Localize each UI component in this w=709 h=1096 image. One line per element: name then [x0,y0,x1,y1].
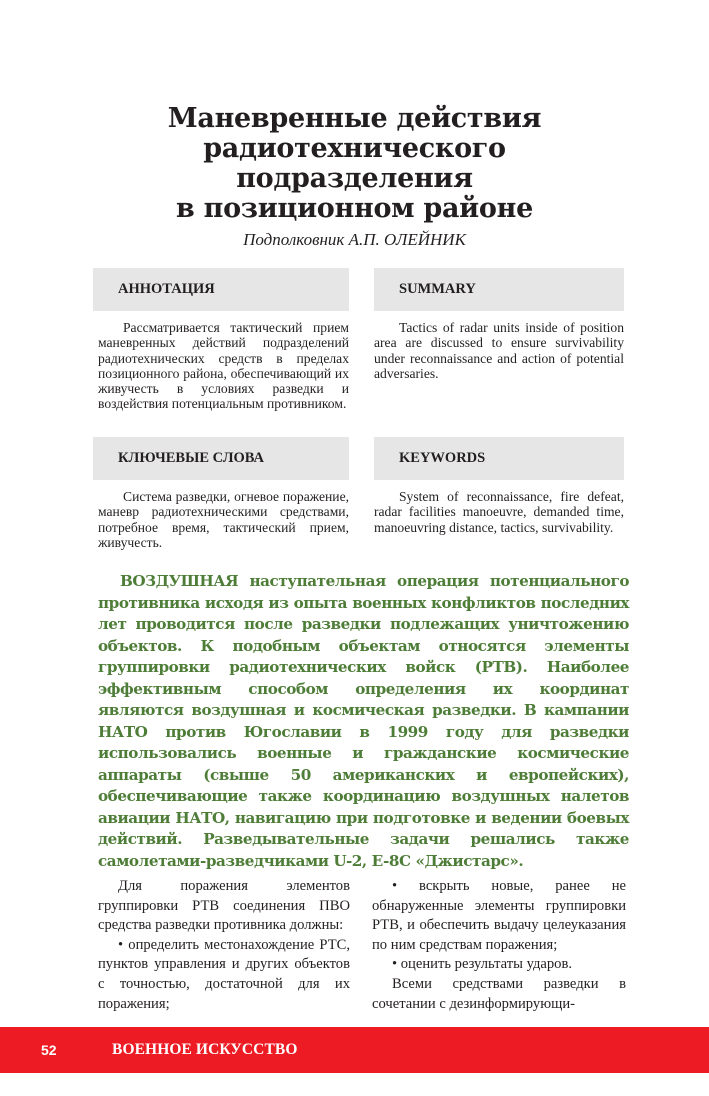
annotation-text: Рассматривается тактический прием маневренных действий подразделений радиотехнических средств в пределах позиционного района, обеспечивающий их живучесть в условиях разведки и воздействия потенциальным противником. [98,320,349,412]
title-line: в позиционном районе [176,193,533,224]
keywords-ru-heading: КЛЮЧЕВЫЕ СЛОВА [93,437,349,480]
title-line: Маневренные действия [167,103,542,134]
section-name: ВОЕННОЕ ИСКУССТВО [112,1041,298,1058]
summary-heading: SUMMARY [374,268,624,311]
title-line: радиотехнического [203,133,506,164]
body-column-right [372,877,626,1014]
body-list-item: • оценить результаты ударов. [392,956,572,973]
body-column-left [98,877,350,1014]
page-number: 52 [41,1042,57,1058]
page-footer-band [0,1027,709,1073]
keywords-ru-text: Система разведки, огневое поражение, маневр радиотехническими средствами, потребное время, тактический прием, живучесть. [98,489,349,550]
article-author: Подполковник А.П. ОЛЕЙНИК [243,230,466,249]
summary-text: Tactics of radar units inside of position area are discussed to ensure survivability under reconnaissance and action of potential adversaries. [374,320,624,381]
keywords-en-text: System of reconnaissance, fire defeat, radar facilities manoeuvre, demanded time, manoeuvring distance, tactics, survivability. [374,489,624,535]
article-title [0,104,709,224]
lead-paragraph: ВОЗДУШНАЯ наступательная операция потенциального противника исходя из опыта военных конфликтов последних лет проводится после разведки подлежащих уничтожению объектов. К подобным объектам относятся элементы группировки радиотехнических войск (РТВ). Наиболее эффективным способом определения их координат являются воздушная и космическая разведки. В кампании НАТО против Югославии в 1999 году для разведки использовались военные и гражданские космические аппараты (свыше 50 американских и европейских), обеспечивающие также координацию воздушных налетов авиации НАТО, навигацию при подготовке и ведении боевых действий. Разведывательные задачи решались также самолетами-разведчиками U-2, E-8C «Джистарс». [98,572,629,870]
body-paragraph: Всеми средствами разведки в сочетании с дезинформирующи- [372,975,626,1012]
annotation-heading: АННОТАЦИЯ [93,268,349,311]
keywords-en-heading: KEYWORDS [374,437,624,480]
body-paragraph: Для поражения элементов группировки РТВ соединения ПВО средства разведки противника должны: [98,878,350,934]
body-list-item: • вскрыть новые, ранее не обнаруженные элементы группировки РТВ, и обеспечить выдачу целеуказания по ним средствам поражения; [372,878,626,953]
body-list-item: • определить местонахождение РТС, пунктов управления и других объектов с точностью, достаточной для их поражения; [98,936,350,1012]
title-line: подразделения [236,163,473,194]
